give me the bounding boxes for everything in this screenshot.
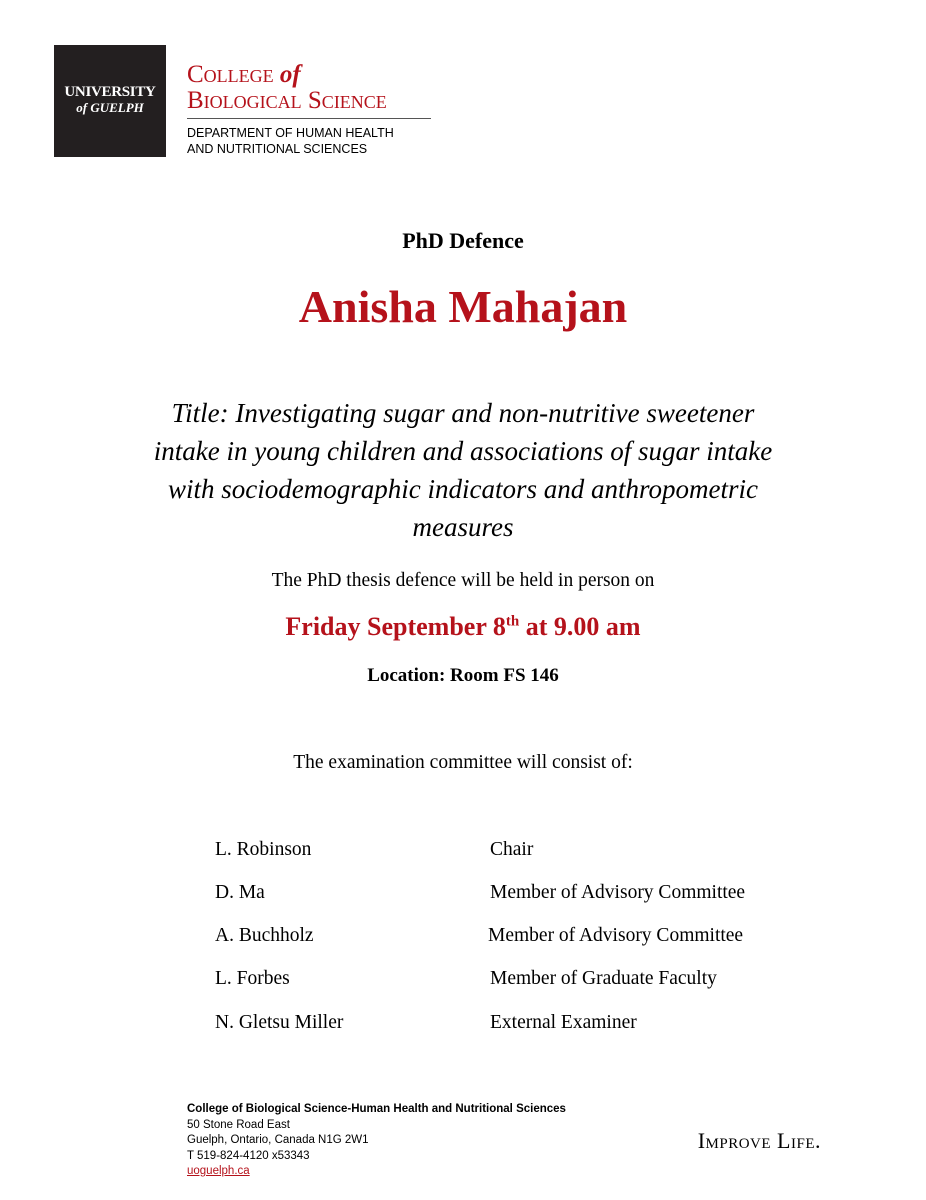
member-role: Member of Graduate Faculty: [490, 968, 717, 989]
member-role: Member of Advisory Committee: [488, 925, 744, 946]
date-time: at 9.00 am: [519, 612, 641, 641]
college-line-1: College: [187, 61, 274, 88]
footer-street: 50 Stone Road East: [187, 1118, 290, 1131]
footer-address: [187, 1102, 566, 1180]
member-role: External Examiner: [490, 1012, 637, 1033]
dept-line-2: AND NUTRITIONAL SCIENCES: [187, 142, 368, 156]
committee-row: [0, 839, 926, 865]
logo-line-1: UNIVERSITY: [64, 84, 156, 100]
thesis-title-line: Title: Investigating sugar and non-nutritive sweetener: [171, 398, 755, 428]
footer-city: Guelph, Ontario, Canada N1G 2W1: [187, 1134, 369, 1146]
date-main: Friday September 8: [285, 612, 506, 641]
defence-location: Location: Room FS 146: [367, 665, 559, 686]
member-name: A. Buchholz: [215, 925, 314, 946]
college-of: of: [279, 61, 301, 88]
website-link[interactable]: uoguelph.ca: [187, 1165, 250, 1177]
event-type-heading: PhD Defence: [402, 228, 524, 253]
department-name: [187, 125, 394, 157]
committee-row: [0, 882, 926, 908]
logo-line-2: of GUELPH: [76, 100, 144, 115]
committee-row: [0, 1012, 926, 1038]
thesis-title: [0, 394, 926, 546]
footer-org: College of Biological Science-Human Health and Nutritional Sciences: [187, 1103, 566, 1115]
committee-row: [0, 968, 926, 994]
committee-row: [0, 925, 926, 951]
footer-phone: T 519-824-4120 x53343: [187, 1149, 310, 1162]
logo-wordmark: [60, 85, 160, 114]
member-name: D. Ma: [215, 882, 265, 903]
thesis-title-line: intake in young children and associations of sugar intake: [153, 436, 773, 466]
candidate-name: Anisha Mahajan: [298, 281, 628, 332]
defence-date: [0, 612, 926, 642]
dept-line-1: DEPARTMENT OF HUMAN HEALTH: [187, 126, 394, 140]
university-logo: [54, 45, 166, 157]
slogan: Improve Life.: [697, 1128, 821, 1153]
committee-intro: The examination committee will consist of:: [293, 752, 633, 773]
member-name: N. Gletsu Miller: [215, 1012, 344, 1033]
member-role: Member of Advisory Committee: [490, 882, 746, 903]
member-name: L. Robinson: [215, 839, 312, 860]
date-ordinal: th: [505, 613, 520, 630]
held-statement: The PhD thesis defence will be held in person on: [271, 570, 655, 591]
college-line-2: Biological Science: [187, 87, 387, 114]
member-role: Chair: [490, 839, 534, 860]
college-name: [187, 62, 387, 114]
member-name: L. Forbes: [215, 968, 290, 989]
header-divider: [187, 118, 431, 119]
thesis-title-line: measures: [412, 512, 514, 542]
thesis-title-line: with sociodemographic indicators and anthropometric: [168, 474, 758, 504]
